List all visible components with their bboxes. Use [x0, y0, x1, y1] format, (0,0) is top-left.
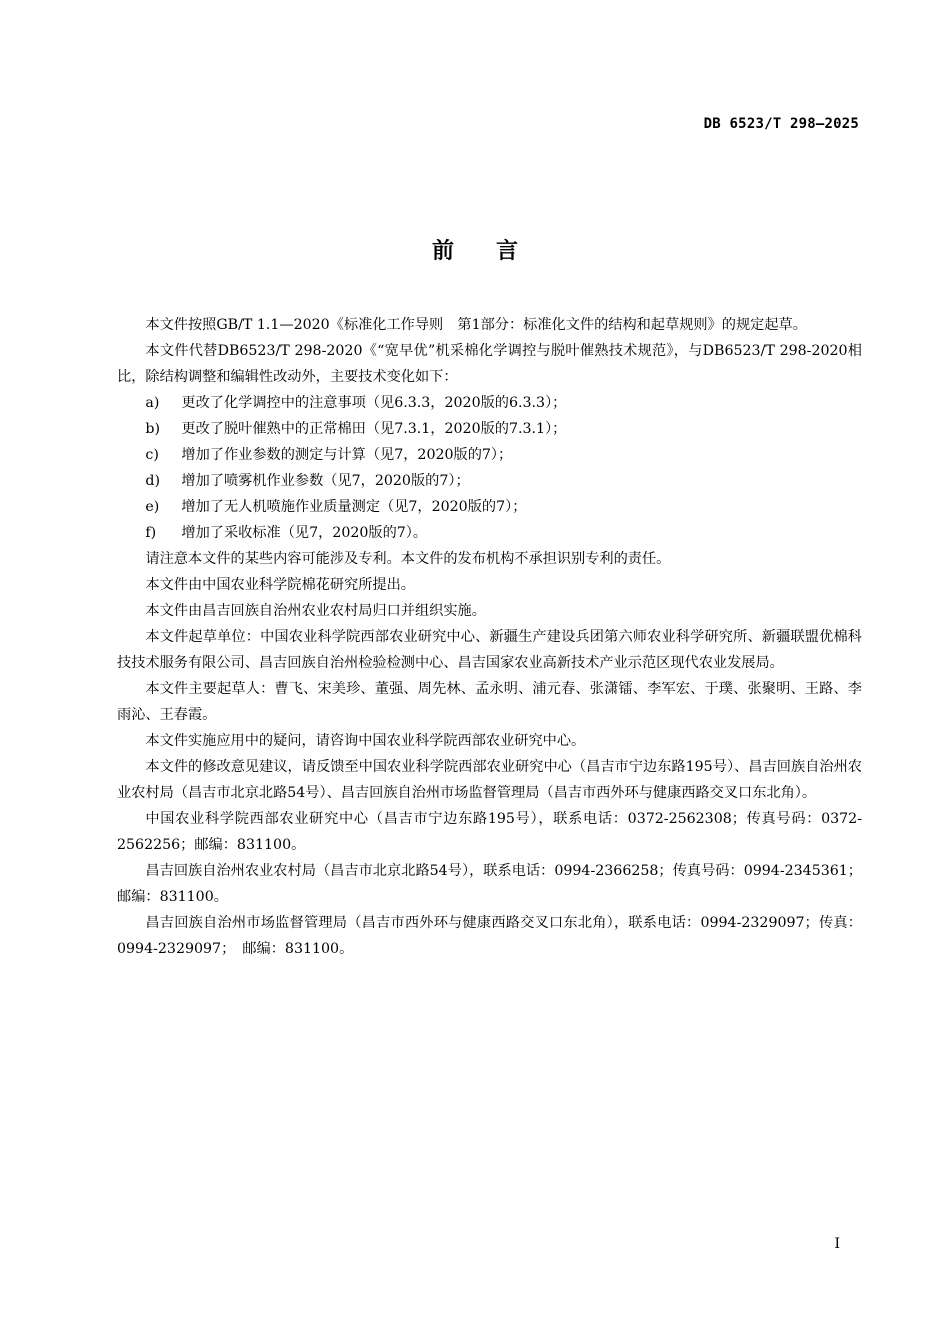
- change-item: [117, 416, 862, 442]
- paragraph-proposer: 本文件由中国农业科学院棉花研究所提出。: [145, 577, 415, 593]
- paragraph-contact-agriculture-bureau: 昌吉回族自治州农业农村局（昌吉市北京北路54号），联系电话：0994-2366258；传真号码：0994-2345361；邮编：831100。: [117, 863, 862, 905]
- foreword-body: [117, 312, 862, 962]
- change-item-text: 更改了脱叶催熟中的正常棉田（见7.3.1，2020版的7.3.1）；: [181, 421, 567, 437]
- change-item: [117, 390, 862, 416]
- change-item-marker: d): [145, 473, 161, 489]
- change-item-marker: e): [145, 499, 160, 515]
- change-item: [117, 494, 862, 520]
- paragraph-patent-notice: 请注意本文件的某些内容可能涉及专利。本文件的发布机构不承担识别专利的责任。: [145, 551, 671, 567]
- change-item: [117, 468, 862, 494]
- page-title: 前言: [431, 239, 560, 264]
- change-item-marker: c): [145, 447, 159, 463]
- paragraph-administrator: 本文件由昌吉回族自治州农业农村局归口并组织实施。: [145, 603, 486, 619]
- paragraph-replacement: 本文件代替DB6523/T 298-2020《“宽早优”机采棉化学调控与脱叶催熟技术规范》，与DB6523/T 298-2020相比，除结构调整和编辑性改动外，主要技术变化如下：: [117, 343, 862, 385]
- change-item-text: 更改了化学调控中的注意事项（见6.3.3，2020版的6.3.3）；: [181, 395, 567, 411]
- paragraph-inquiries: 本文件实施应用中的疑问，请咨询中国农业科学院西部农业研究中心。: [145, 733, 586, 749]
- change-item-text: 增加了无人机喷施作业质量测定（见7，2020版的7）；: [181, 499, 527, 515]
- change-item-text: 增加了作业参数的测定与计算（见7，2020版的7）；: [181, 447, 513, 463]
- change-item-marker: f): [145, 525, 157, 541]
- change-item: [117, 520, 862, 546]
- paragraph-drafters: 本文件主要起草人：曹飞、宋美珍、董强、周先林、孟永明、浦元春、张潇镭、李军宏、于璞、张聚明、王路、李雨沁、王春霞。: [117, 681, 862, 723]
- paragraph-feedback: 本文件的修改意见建议，请反馈至中国农业科学院西部农业研究中心（昌吉市宁边东路195号）、昌吉回族自治州农业农村局（昌吉市北京北路54号）、昌吉回族自治州市场监督管理局（昌吉市西外环与健康西路交叉口东北角）。: [117, 759, 862, 801]
- change-item-marker: a): [145, 395, 160, 411]
- document-code: DB 6523/T 298—2025: [703, 116, 859, 132]
- change-item-text: 增加了喷雾机作业参数（见7，2020版的7）；: [181, 473, 470, 489]
- paragraph-contact-research-center: 中国农业科学院西部农业研究中心（昌吉市宁边东路195号），联系电话：0372-2562308；传真号码：0372-2562256；邮编：831100。: [117, 811, 862, 853]
- change-item-marker: b): [145, 421, 161, 437]
- change-item: [117, 442, 862, 468]
- paragraph-drafting-units: 本文件起草单位：中国农业科学院西部农业研究中心、新疆生产建设兵团第六师农业科学研究所、新疆联盟优棉科技技术服务有限公司、昌吉回族自治州检验检测中心、昌吉国家农业高新技术产业示范区现代农业发展局。: [117, 629, 862, 671]
- paragraph-contact-market-bureau: 昌吉回族自治州市场监督管理局（昌吉市西外环与健康西路交叉口东北角），联系电话：0994-2329097；传真：0994-2329097； 邮编：831100。: [117, 915, 862, 957]
- change-item-text: 增加了采收标准（见7，2020版的7）。: [181, 525, 428, 541]
- page-number: I: [834, 1236, 840, 1252]
- paragraph-drafting-rules: 本文件按照GB/T 1.1—2020《标准化工作导则 第1部分：标准化文件的结构和起草规则》的规定起草。: [145, 317, 807, 333]
